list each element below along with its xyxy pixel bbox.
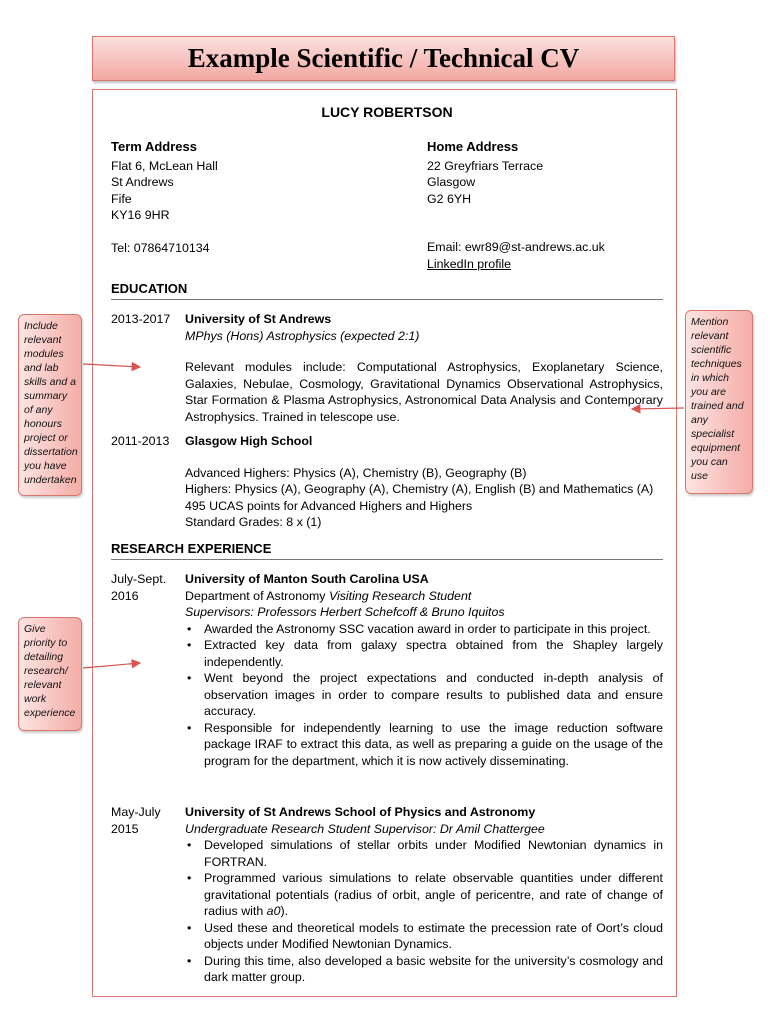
date-line: 2015 <box>111 821 139 836</box>
education-heading: EDUCATION <box>111 281 663 300</box>
bullet-text: Programmed various simulations to relate observable quantities under different gravitational potentials (radius of orbit, angle of pericentre, and rate of change of radius with <box>204 871 663 918</box>
degree: MPhys (Hons) Astrophysics (expected 2:1) <box>185 328 420 343</box>
education-date: 2011-2013 <box>111 434 170 448</box>
term-address-line: Flat 6, McLean Hall <box>111 158 218 173</box>
role: Visiting Research Student <box>328 588 472 603</box>
linkedin-link[interactable]: LinkedIn profile <box>427 256 512 271</box>
institution: Glasgow High School <box>185 434 313 448</box>
role: Undergraduate Research Student Supervisor: Dr Amil Chattergee <box>185 821 545 836</box>
institution: University of St Andrews <box>185 312 332 326</box>
term-address-line: St Andrews <box>111 175 174 189</box>
modules-text: Relevant modules include: Computational Astrophysics, Exoplanetary Science, Galaxies, Nebulae, Cosmology, Gravitational Dynamics Observational Astrophysics, Star Formation & Plasma Astrophysics, Astronomical Data Analysis and Contemporary Astrophysics. Trained in telescope use. <box>185 360 663 424</box>
home-address-heading: Home Address <box>427 139 519 154</box>
qualification-line: 495 UCAS points for Advanced Highers and Highers <box>185 498 473 513</box>
note-techniques-tip: Mention relevant scientific techniques in which you are trained and any specialist equipment you can use <box>685 310 753 494</box>
note-modules-tip: Include relevant modules and lab skills and a summary of any honours project or dissertation you have undertaken <box>18 314 82 496</box>
candidate-name: LUCY ROBERTSON <box>321 104 453 120</box>
supervisors: Supervisors: Professors Herbert Schefcoff & Bruno Iquitos <box>185 605 505 619</box>
arrow-to-experience <box>83 663 140 668</box>
list-item: • Developed simulations of stellar orbits under Modified Newtonian dynamics in FORTRAN. <box>204 837 663 870</box>
note-experience-tip: Give priority to detailing research/ relevant work experience <box>18 617 82 731</box>
list-item: • During this time, also developed a basic website for the university’s cosmology and dark matter group. <box>204 953 663 986</box>
arrow-to-techniques <box>632 408 684 409</box>
department: Department of Astronomy <box>185 588 329 603</box>
telephone: Tel: 07864710134 <box>111 240 210 255</box>
term-address-line: Fife <box>111 191 132 206</box>
term-address-line: KY16 9HR <box>111 208 170 222</box>
home-address-line: Glasgow <box>427 175 476 189</box>
list-item: • Went beyond the project expectations and conducted in-depth analysis of observation images in order to compare results to published data and ensure accuracy. <box>204 670 663 720</box>
list-item: • Used these and theoretical models to estimate the precession rate of Oort’s cloud objects under Modified Newtonian Dynamics. <box>204 920 663 953</box>
date-line: July-Sept. <box>111 572 167 586</box>
arrow-to-modules <box>83 364 140 367</box>
home-address-line: G2 6YH <box>427 191 472 206</box>
institution: University of St Andrews School of Physics and Astronomy <box>185 805 536 819</box>
bullet-end: ). <box>280 904 289 918</box>
qualification-line: Advanced Highers: Physics (A), Chemistry (B), Geography (B) <box>185 465 527 480</box>
email: Email: ewr89@st-andrews.ac.uk <box>427 240 605 254</box>
home-address-line: 22 Greyfriars Terrace <box>427 158 544 173</box>
education-date: 2013-2017 <box>111 312 171 326</box>
date-line: 2016 <box>111 588 139 603</box>
qualification-line: Highers: Physics (A), Geography (A), Chemistry (A), English (B) and Mathematics (A) <box>185 482 654 496</box>
document-title: Example Scientific / Technical CV <box>187 43 580 73</box>
list-item: • Responsible for independently learning to use the image reduction software package IRAF to extract this data, as well as preparing a guide on the usage of the program for the department, which it is now actively disseminating. <box>204 720 663 770</box>
term-address-heading: Term Address <box>111 139 197 154</box>
list-item: • Awarded the Astronomy SSC vacation award in order to participate in this project. <box>204 621 663 638</box>
date-line: May-July <box>111 805 161 819</box>
qualification-line: Standard Grades: 8 x (1) <box>185 515 322 529</box>
symbol-a0: a0 <box>266 904 281 918</box>
list-item: • Extracted key data from galaxy spectra obtained from the Shapley largely independently. <box>204 637 663 670</box>
research-heading: RESEARCH EXPERIENCE <box>111 541 663 560</box>
institution: University of Manton South Carolina USA <box>185 572 429 586</box>
